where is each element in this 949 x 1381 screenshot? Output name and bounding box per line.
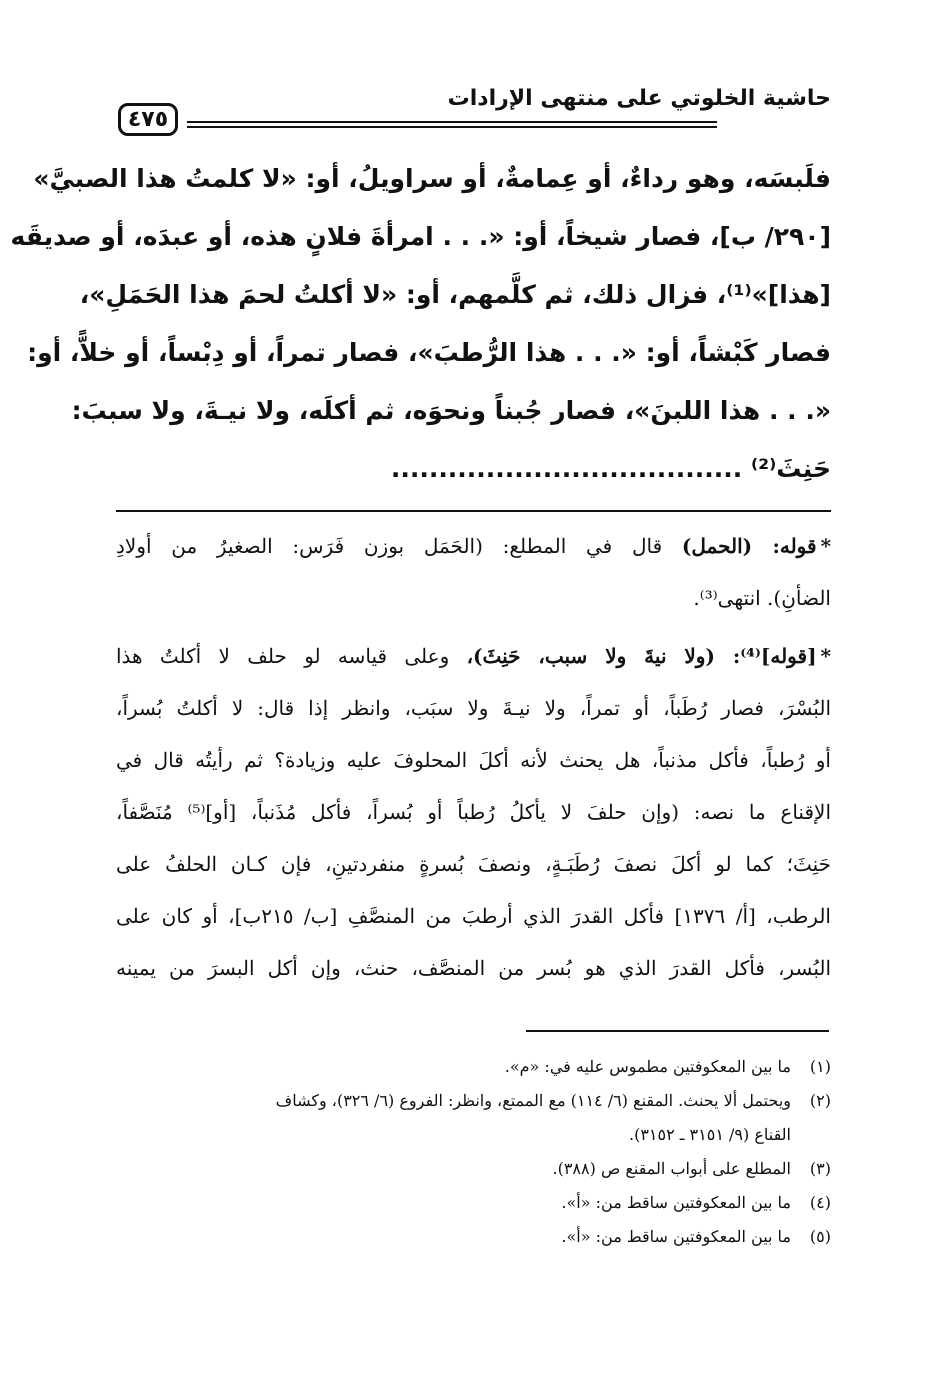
footnote <box>116 1084 831 1152</box>
footnote-rule <box>526 1030 829 1032</box>
main-line: فلَبسَه، وهو رداءٌ، أو عِمامةٌ، أو سراويلُ، أو: «لا كلمتُ هذا الصبيَّ» <box>33 164 831 193</box>
header-rule <box>187 121 717 123</box>
footnote <box>116 1050 831 1084</box>
footnote-number: (٣) <box>809 1159 831 1178</box>
commentary-line: الرطب، [أ/ ١٣٧٦] فأكل القدرَ الذي أرطبَ من المنصَّفِ [ب/ ٢١٥ب]، أو كان على <box>116 904 831 928</box>
commentary-line: البُسر، فأكل القدرَ الذي هو بُسر من المنصَّف، حنث، وإن أكل البسرَ من يمينه <box>116 956 831 980</box>
footnote-continuation: القناع (٩/ ٣١٥١ ـ ٣١٥٢). <box>628 1125 791 1144</box>
commentary-line: الضأنِ). انتهى⁽³⁾. <box>693 586 831 610</box>
footnote-number: (٥) <box>809 1227 831 1246</box>
commentary-lemma: قوله: (الحمل) <box>681 534 817 558</box>
header-rule <box>187 126 717 128</box>
footnote <box>116 1152 831 1186</box>
commentary-line: أو رُطباً، فأكل مذنباً، هل يحنث لأنه أكلَ المحلوفَ عليه وزيادة؟ ثم رأيتُه قال في <box>116 748 831 772</box>
commentary-line: الإقناع ما نصه: (وإن حلفَ لا يأكلُ رُطباً أو بُسراً، فأكل مُذَنباً، [أو]⁽⁵⁾ مُنَصَّفاً، <box>116 800 831 824</box>
footnote-text: ما بين المعكوفتين ساقط من: «أ». <box>561 1227 791 1246</box>
section-divider <box>116 510 831 512</box>
main-line: [٢٩٠/ ب]، فصار شيخاً، أو: «. . . امرأةَ فلانٍ هذه، أو عبدَه، أو صديقَه <box>10 222 831 251</box>
main-text <box>10 150 831 498</box>
commentary-line <box>116 630 831 682</box>
footnote-number: (٤) <box>809 1193 831 1212</box>
footnote <box>116 1186 831 1220</box>
dotted-leader: ..................................... <box>390 454 743 483</box>
commentary-text: قال في المطلع: (الحَمَل بوزن فَرَس: الصغيرُ من أولادِ <box>116 534 663 558</box>
footnote-text: المطلع على أبواب المقنع ص (٣٨٨). <box>552 1159 791 1178</box>
main-last-line <box>116 440 831 498</box>
commentary-line: حَنِثَ؛ كما لو أكلَ نصفَ رُطَبَـةٍ، ونصفَ بُسرةٍ منفردتينِ، فإن كـان الحلفُ على <box>116 852 831 876</box>
commentary-line <box>116 520 831 572</box>
commentary <box>116 520 831 994</box>
main-line: [هذا]»⁽¹⁾، فزال ذلك، ثم كلَّمهم، أو: «لا أكلتُ لحمَ هذا الحَمَلِ»، <box>79 280 831 309</box>
footnote-text: ما بين المعكوفتين مطموس عليه في: «م». <box>504 1057 791 1076</box>
footnote-text: ما بين المعكوفتين ساقط من: «أ». <box>561 1193 791 1212</box>
star-marker: * <box>820 534 832 558</box>
main-last-word: حَنِثَ⁽²⁾ <box>750 454 831 483</box>
footnote-text: ويحتمل ألا يحنث. المقنع (٦/ ١١٤) مع الممتع، وانظر: الفروع (٦/ ٣٢٦)، وكشاف <box>275 1091 791 1110</box>
commentary-text: وعلى قياسه لو حلف لا أكلتُ هذا <box>116 644 450 668</box>
footnotes <box>116 1050 831 1254</box>
footnote-number: (٢) <box>809 1091 831 1110</box>
footnote <box>116 1220 831 1254</box>
main-line: «. . . هذا اللبنَ»، فصار جُبناً ونحوَه، ثم أكلَه، ولا نيـةَ، ولا سببَ: <box>71 396 831 425</box>
main-line: فصار كَبْشاً، أو: «. . . هذا الرُّطبَ»، فصار تمراً، أو دِبْساً، أو خلاًّ، أو: <box>27 338 831 367</box>
footnote-number: (١) <box>809 1057 831 1076</box>
commentary-lemma: [قوله]⁽⁴⁾: (ولا نيةَ ولا سبب، حَنِثَ)، <box>466 644 817 668</box>
running-header-title: حاشية الخلوتي على منتهى الإرادات <box>447 86 831 111</box>
commentary-line: البُسْرَ، فصار رُطَباً، أو تمراً، ولا نيـةَ ولا سبَب، وانظر إذا قال: لا أكلتُ بُسراً، <box>116 696 831 720</box>
star-marker: * <box>820 644 831 668</box>
page-number: ٤٧٥ <box>118 103 178 136</box>
